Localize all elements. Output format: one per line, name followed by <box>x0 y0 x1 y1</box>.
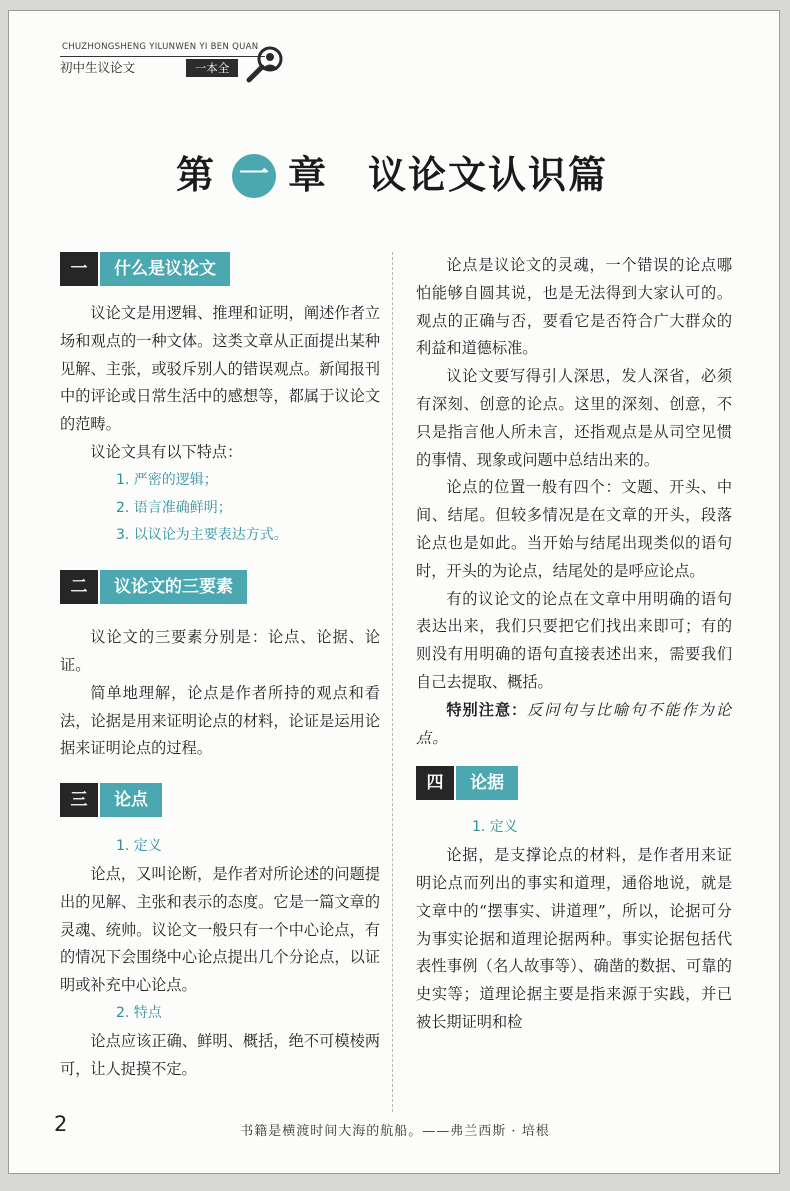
section-heading-2 <box>60 570 380 604</box>
paragraph: 论点，又叫论断，是作者对所论述的问题提出的见解、主张和表示的态度。它是一篇文章的灵魂、统帅。议论文一般只有一个中心论点，有的情况下会围绕中心论点提出几个分论点，以证明或补充中心论点。 <box>60 864 380 995</box>
chapter-prefix: 第 <box>176 153 215 197</box>
right-column <box>416 252 732 1037</box>
section-number: 三 <box>60 783 98 817</box>
paragraph: 议论文的三要素分别是：论点、论据、论证。 <box>60 628 380 674</box>
magnifier-reader-icon <box>244 44 286 86</box>
subheading: 1. 定义 <box>116 838 162 855</box>
header-book-title: 初中生议论文 <box>60 60 136 75</box>
section-number: 二 <box>60 570 98 604</box>
chapter-title: 议论文认识篇 <box>368 153 609 197</box>
subheading: 1. 定义 <box>472 819 518 836</box>
special-note <box>416 697 732 753</box>
paragraph: 论点的位置一般有四个：文题、开头、中间、结尾。但较多情况是在文章的开头，段落论点也是如此。当开始与结尾出现类似的语句时，开头的为论点，结尾处的是呼应论点。 <box>416 478 732 580</box>
list-item: 3. 以议论为主要表达方式。 <box>116 527 288 544</box>
paragraph: 论据，是支撑论点的材料，是作者用来证明论点而列出的事实和道理，通俗地说，就是文章中的“摆事实、讲道理”，所以，论据可分为事实论据和道理论据两种。事实论据包括代表性事例（名人故事等）、确凿的数据、可靠的史实等；道理论据主要是指来源于实践，并已被长期证明和检 <box>416 846 732 1031</box>
section-heading-1 <box>60 252 380 286</box>
paragraph: 有的议论文的论点在文章中用明确的语句表达出来，我们只要把它们找出来即可；有的则没有用明确的语句直接表述出来，需要我们自己去提取、概括。 <box>416 589 732 691</box>
paragraph: 议论文是用逻辑、推理和证明，阐述作者立场和观点的一种文体。这类文章从正面提出某种见解、主张，或驳斥别人的错误观点。新闻报刊中的评论或日常生活中的感想等，都属于议论文的范畴。 <box>60 304 380 434</box>
header-tag: 一本全 <box>186 59 238 77</box>
subheading: 2. 特点 <box>116 1004 162 1021</box>
note-text: 反问句与比喻句不能作为论点。 <box>416 700 733 747</box>
section-title: 论点 <box>100 783 162 817</box>
paragraph: 论点应该正确、鲜明、概括，绝不可模棱两可，让人捉摸不定。 <box>60 1031 380 1078</box>
paragraph: 议论文要写得引人深思，发人深省，必须有深刻、创意的论点。这里的深刻、创意，不只是指言他人所未言，还指观点是从司空见惯的事情、现象或问题中总结出来的。 <box>416 367 732 469</box>
chapter-heading <box>0 145 790 205</box>
header-pinyin: CHUZHONGSHENG YILUNWEN YI BEN QUAN <box>62 42 259 52</box>
section-number: 四 <box>416 766 454 800</box>
header-rule <box>60 56 265 57</box>
section-title: 议论文的三要素 <box>100 570 247 604</box>
section-title: 什么是议论文 <box>100 252 230 286</box>
list-item: 1. 严密的逻辑； <box>116 471 218 488</box>
section-heading-4 <box>416 766 732 800</box>
paragraph: 论点是议论文的灵魂，一个错误的论点哪怕能够自圆其说，也是无法得到大家认可的。观点的正确与否，要看它是否符合广大群众的利益和道德标准。 <box>416 256 732 358</box>
footer-quote: 书籍是横渡时间大海的航船。——弗兰西斯 · 培根 <box>240 1124 550 1139</box>
chapter-number-badge: 一 <box>232 154 276 198</box>
paragraph: 议论文具有以下特点： <box>90 442 243 461</box>
paragraph: 简单地理解，论点是作者所持的观点和看法，论据是用来证明论点的材料，论证是运用论据来证明论点的过程。 <box>60 683 380 758</box>
column-divider <box>392 252 393 1112</box>
left-column <box>60 252 380 1083</box>
chapter-suffix: 章 <box>288 153 327 197</box>
list-item: 2. 语言准确鲜明； <box>116 499 232 516</box>
section-heading-3 <box>60 783 380 817</box>
section-number: 一 <box>60 252 98 286</box>
section-title: 论据 <box>456 766 518 800</box>
page-number: 2 <box>54 1112 68 1136</box>
note-label: 特别注意： <box>446 700 528 719</box>
